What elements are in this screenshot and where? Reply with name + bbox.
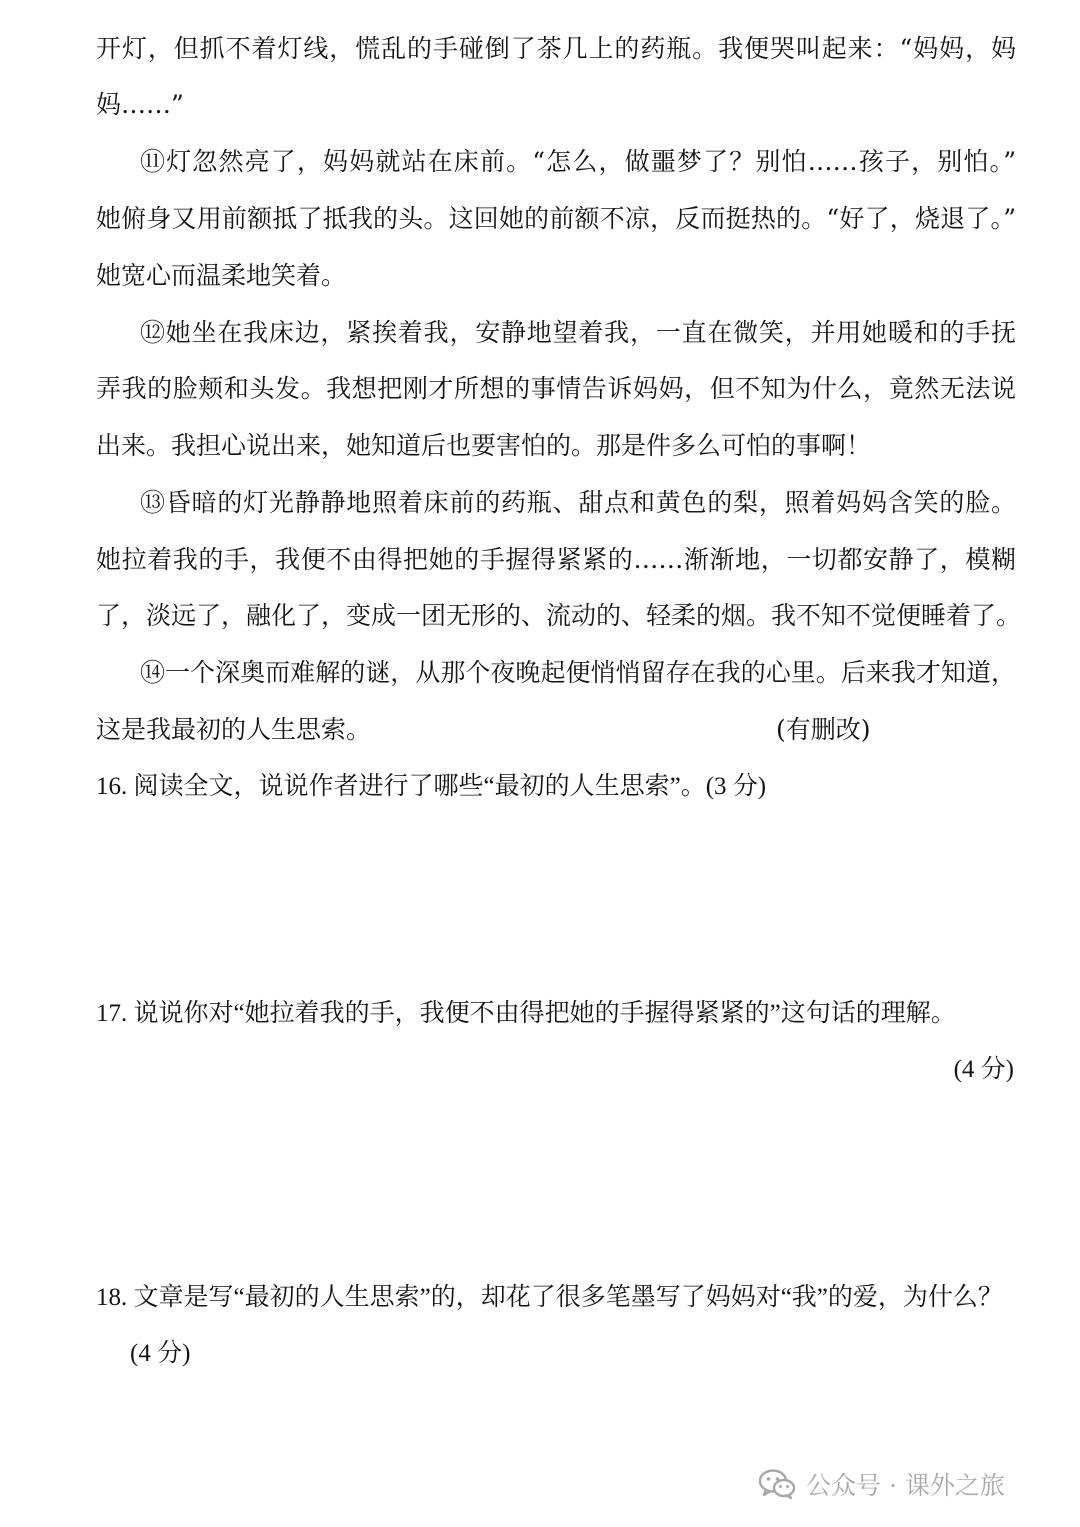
passage-line-2: 妈……” — [96, 90, 184, 119]
passage-line-7: 弄我的脸颊和头发。我想把刚才所想的事情告诉妈妈，但不知为什么，竟然无法说 — [96, 374, 1016, 403]
passage-paragraph-13: ⑬昏暗的灯光静静地照着床前的药瓶、甜点和黄色的梨，照着妈妈含笑的脸。 — [140, 488, 1016, 517]
question-18-text: 18. 文章是写“最初的人生思索”的，却花了很多笔墨写了妈妈对“我”的爱，为什么？ — [96, 1284, 1003, 1311]
passage-line-1: 开灯，但抓不着灯线，慌乱的手碰倒了茶几上的药瓶。我便哭叫起来：“妈妈，妈 — [96, 34, 1016, 63]
watermark — [758, 1462, 1005, 1506]
passage-line-5: 她宽心而温柔地笑着。 — [96, 261, 347, 290]
question-16-text: 16. 阅读全文，说说作者进行了哪些“最初的人生思索”。(3 分) — [96, 773, 767, 800]
passage-paragraph-14: ⑭一个深奥而难解的谜，从那个夜晚起便悄悄留存在我的心里。后来我才知道， — [140, 658, 1016, 687]
passage-line-11: 了，淡远了，融化了，变成一团无形的、流动的、轻柔的烟。我不知不觉便睡着了。 — [96, 601, 1022, 630]
wechat-icon — [758, 1468, 796, 1500]
passage-line-13: 这是我最初的人生思索。 — [96, 715, 372, 744]
revision-note: (有删改) — [776, 715, 871, 744]
question-18-score: (4 分) — [130, 1340, 191, 1367]
passage-paragraph-11: ⑪灯忽然亮了，妈妈就站在床前。“怎么，做噩梦了？别怕……孩子，别怕。” — [140, 147, 1016, 176]
passage-line-4: 她俯身又用前额抵了抵我的头。这回她的前额不凉，反而挺热的。“好了，烧退了。” — [96, 204, 1016, 233]
passage-line-8: 出来。我担心说出来，她知道后也要害怕的。那是件多么可怕的事啊！ — [96, 431, 872, 460]
question-17-score: (4 分) — [953, 1056, 1014, 1083]
question-17-text: 17. 说说你对“她拉着我的手，我便不由得把她的手握得紧紧的”这句话的理解。 — [96, 1000, 956, 1027]
passage-paragraph-12: ⑫她坐在我床边，紧挨着我，安静地望着我，一直在微笑，并用她暖和的手抚 — [140, 318, 1016, 347]
watermark-text: 公众号 · 课外之旅 — [806, 1471, 1005, 1500]
passage-line-10: 她拉着我的手，我便不由得把她的手握得紧紧的……渐渐地，一切都安静了，模糊 — [96, 545, 1016, 574]
